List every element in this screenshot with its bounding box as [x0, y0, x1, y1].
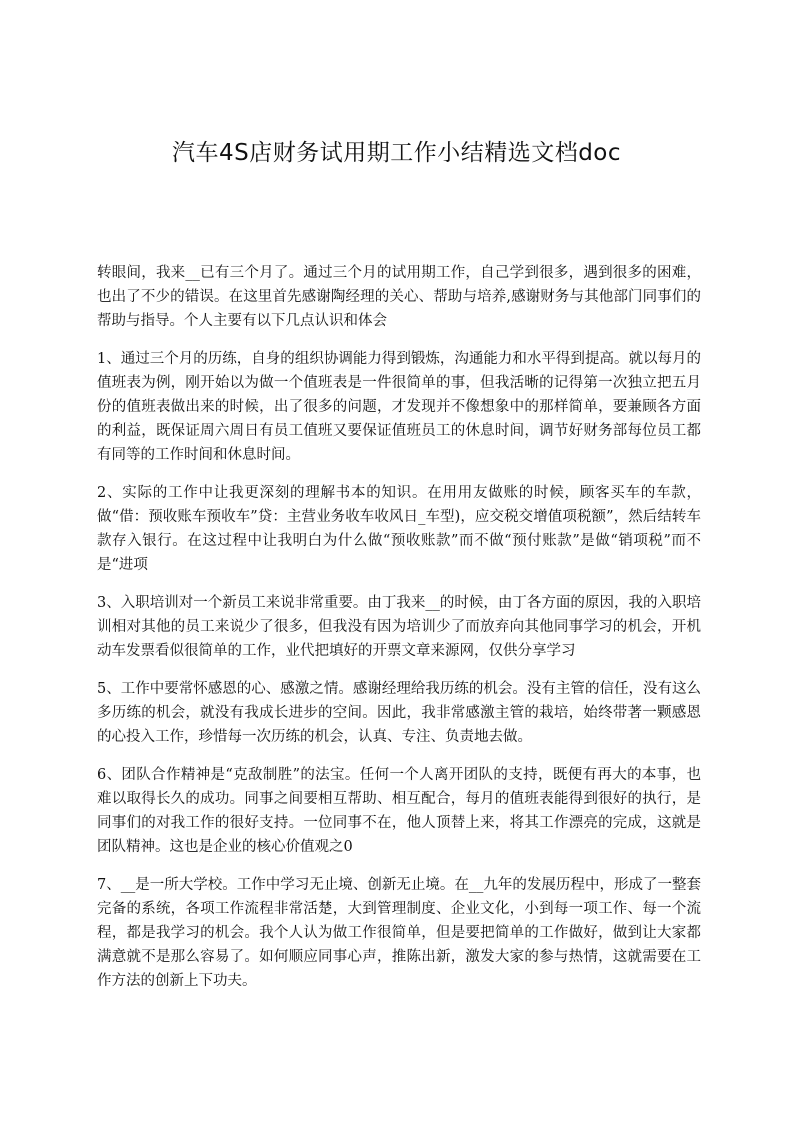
paragraph-point-7: 7、__是一所大学校。工作中学习无止境、创新无止境。在__九年的发展历程中，形成了一整套完备的系统，各项工作流程非常活楚，大到管理制度、企业文化，小到每一项工作、每一个流程，都是我学习的机会。我个人认为做工作很简单，但是要把简单的工作做好，做到让大家都满意就不是那么容易了。如何顺应同事心声，推陈出新，激发大家的参与热情，这就需要在工作方法的创新上下功夫。 [97, 877, 701, 989]
paragraph-intro: 转眼间，我来__已有三个月了。通过三个月的试用期工作，自己学到很多，遇到很多的困难，也出了不少的错误。在这里首先感谢陶经理的关心、帮助与培养,感谢财务与其他部门同事们的帮助与指导。个人主要有以下几点认识和体会 [97, 265, 701, 329]
paragraph-point-3: 3、入职培训对一个新员工来说非常重要。由丁我来__的时候，由丁各方面的原因，我的入职培训相对其他的员工来说少了很多，但我没有因为培训少了而放弃向其他同事学习的机会，开机动车发票看似很简单的工作，业代把填好的开票文章来源网，仅供分享学习 [97, 595, 701, 659]
paragraph-point-6: 6、团队合作精神是“克敌制胜”的法宝。任何一个人离开团队的支持，既便有再大的本事，也难以取得长久的成功。同事之间要相互帮助、相互配合，每月的值班表能得到很好的执行，是同事们的对我工作的很好支持。一位同事不在，他人顶替上来，将其工作漂亮的完成，这就是团队精神。这也是企业的核心价值观之0 [97, 767, 701, 855]
document-title: 汽车4S店财务试用期工作小结精选文档doc [171, 140, 622, 166]
paragraph-point-5: 5、工作中要常怀感恩的心、感激之情。感谢经理给我历练的机会。没有主管的信任，没有这么多历练的机会，就没有我成长进步的空间。因此，我非常感激主管的栽培，始终带著一颗感恩的心投入工作，珍惜每一次历练的机会，认真、专注、负责地去做。 [97, 681, 701, 745]
document-body [97, 261, 701, 1007]
paragraph-point-2: 2、实际的工作中让我更深刻的理解书本的知识。在用用友做账的时候，顾客买车的车款，做“借：预收账车预收车”贷：主营业务收车收风日_车型)，应交税交增值项税额”，然后结转车款存入银行。在这过程中让我明白为什么做“预收账款”而不做“预付账款”是做“销项税”而不是“进项 [97, 485, 701, 573]
paragraph-point-1: 1、通过三个月的历练，自身的组织协调能力得到锻炼，沟通能力和水平得到提高。就以每月的值班表为例，刚开始以为做一个值班表是一件很简单的事，但我活晰的记得第一次独立把五月份的值班表做出来的时候，出了很多的问题，才发现并不像想象中的那样简单，要兼顾各方面的利益，既保证周六周日有员工值班又要保证值班员工的休息时间，调节好财务部每位员工都有同等的工作时间和休息时间。 [97, 351, 701, 463]
